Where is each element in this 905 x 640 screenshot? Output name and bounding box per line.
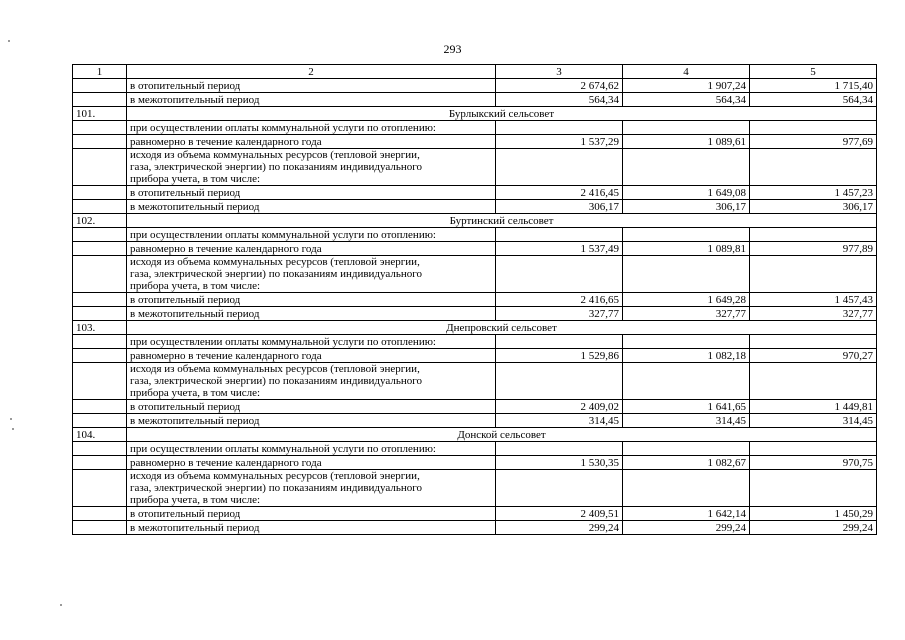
label-cell: в отопительный период [127,507,496,521]
value-cell [623,470,750,507]
label-cell: в отопительный период [127,400,496,414]
value-cell [496,363,623,400]
label-cell: равномерно в течение календарного года [127,242,496,256]
table-row [73,242,877,256]
section-index: 104. [73,428,127,442]
table-row [73,521,877,535]
value-cell [750,149,877,186]
volume-label [127,363,496,400]
index-cell [73,186,127,200]
value-cell: 327,77 [496,307,623,321]
index-cell [73,256,127,293]
volume-label-line: прибора учета, в том числе: [130,173,261,185]
value-cell [750,228,877,242]
index-cell [73,349,127,363]
value-cell: 306,17 [496,200,623,214]
value-cell [623,121,750,135]
table-row [73,400,877,414]
table-row [73,307,877,321]
value-cell: 2 409,02 [496,400,623,414]
table-row [73,228,877,242]
index-cell [73,293,127,307]
value-cell: 1 649,08 [623,186,750,200]
value-cell: 977,89 [750,242,877,256]
index-cell [73,400,127,414]
index-cell [73,93,127,107]
table-row [73,507,877,521]
volume-label [127,470,496,507]
value-cell [496,228,623,242]
value-cell: 1 641,65 [623,400,750,414]
value-cell [623,228,750,242]
section-index: 103. [73,321,127,335]
table-row [73,93,877,107]
index-cell [73,228,127,242]
value-cell: 1 449,81 [750,400,877,414]
value-cell: 299,24 [623,521,750,535]
volume-label [127,149,496,186]
section-row [73,107,877,121]
label-cell: в межотопительный период [127,414,496,428]
value-cell: 1 089,81 [623,242,750,256]
table-row [73,335,877,349]
value-cell: 1 649,28 [623,293,750,307]
volume-label-line: газа, электрической энергии) по показаниям индивидуального [130,161,422,173]
payment-label: при осуществлении оплаты коммунальной услуги по отоплению: [127,335,496,349]
section-index: 102. [73,214,127,228]
index-cell [73,470,127,507]
label-cell: равномерно в течение календарного года [127,135,496,149]
table-row [73,363,877,400]
index-cell [73,149,127,186]
value-cell: 564,34 [496,93,623,107]
value-cell: 1 537,49 [496,242,623,256]
value-cell [496,442,623,456]
value-cell: 2 416,45 [496,186,623,200]
value-cell: 1 082,67 [623,456,750,470]
volume-label-line: прибора учета, в том числе: [130,387,261,399]
value-cell [750,442,877,456]
value-cell: 314,45 [623,414,750,428]
header-cell-3: 3 [496,65,623,79]
scan-speck [10,418,12,420]
index-cell [73,521,127,535]
payment-label: при осуществлении оплаты коммунальной услуги по отоплению: [127,228,496,242]
table-row [73,470,877,507]
volume-label-line: газа, электрической энергии) по показаниям индивидуального [130,268,422,280]
value-cell [496,470,623,507]
value-cell: 1 457,43 [750,293,877,307]
value-cell [750,121,877,135]
index-cell [73,363,127,400]
value-cell: 1 457,23 [750,186,877,200]
volume-label-line: газа, электрической энергии) по показаниям индивидуального [130,375,422,387]
label-cell: в межотопительный период [127,521,496,535]
value-cell: 970,27 [750,349,877,363]
value-cell: 564,34 [750,93,877,107]
index-cell [73,456,127,470]
value-cell: 1 642,14 [623,507,750,521]
index-cell [73,121,127,135]
value-cell: 977,69 [750,135,877,149]
header-cell-1: 1 [73,65,127,79]
section-row [73,428,877,442]
section-row [73,214,877,228]
index-cell [73,507,127,521]
index-cell [73,79,127,93]
index-cell [73,242,127,256]
section-index: 101. [73,107,127,121]
value-cell: 327,77 [623,307,750,321]
value-cell: 1 089,61 [623,135,750,149]
table-row [73,149,877,186]
value-cell: 2 416,65 [496,293,623,307]
index-cell [73,200,127,214]
value-cell: 299,24 [496,521,623,535]
value-cell [623,256,750,293]
label-cell: в межотопительный период [127,93,496,107]
scan-speck [12,428,14,430]
volume-label [127,256,496,293]
index-cell [73,335,127,349]
value-cell: 564,34 [623,93,750,107]
index-cell [73,307,127,321]
value-cell [623,442,750,456]
volume-label-line: исходя из объема коммунальных ресурсов (тепловой энергии, [130,149,420,161]
value-cell [496,121,623,135]
value-cell: 1 082,18 [623,349,750,363]
label-cell: в межотопительный период [127,200,496,214]
table-row [73,349,877,363]
value-cell [623,335,750,349]
header-cell-5: 5 [750,65,877,79]
payment-label: при осуществлении оплаты коммунальной услуги по отоплению: [127,442,496,456]
section-title: Днепровский сельсовет [127,321,877,335]
tariff-table [72,64,877,535]
value-cell [750,256,877,293]
table-row [73,293,877,307]
value-cell [750,335,877,349]
scan-speck [60,604,62,606]
value-cell: 306,17 [750,200,877,214]
table-row [73,414,877,428]
table-row [73,135,877,149]
value-cell: 1 529,86 [496,349,623,363]
volume-label-line: исходя из объема коммунальных ресурсов (тепловой энергии, [130,363,420,375]
value-cell: 1 450,29 [750,507,877,521]
scan-speck [8,40,10,42]
volume-label-line: прибора учета, в том числе: [130,280,261,292]
value-cell: 299,24 [750,521,877,535]
value-cell [750,470,877,507]
label-cell: в отопительный период [127,79,496,93]
header-cell-4: 4 [623,65,750,79]
index-cell [73,414,127,428]
header-cell-2: 2 [127,65,496,79]
label-cell: в межотопительный период [127,307,496,321]
value-cell: 1 530,35 [496,456,623,470]
table-row [73,121,877,135]
section-title: Буртинский сельсовет [127,214,877,228]
table-row [73,200,877,214]
value-cell [623,363,750,400]
value-cell [496,335,623,349]
header-row [73,65,877,79]
value-cell: 314,45 [496,414,623,428]
index-cell [73,442,127,456]
label-cell: равномерно в течение календарного года [127,349,496,363]
value-cell: 1 537,29 [496,135,623,149]
table-row [73,456,877,470]
label-cell: равномерно в течение календарного года [127,456,496,470]
value-cell: 970,75 [750,456,877,470]
table-row [73,256,877,293]
volume-label-line: исходя из объема коммунальных ресурсов (тепловой энергии, [130,256,420,268]
value-cell: 327,77 [750,307,877,321]
value-cell [750,363,877,400]
value-cell: 1 715,40 [750,79,877,93]
section-row [73,321,877,335]
label-cell: в отопительный период [127,293,496,307]
value-cell: 2 674,62 [496,79,623,93]
label-cell: в отопительный период [127,186,496,200]
section-title: Бурлыкский сельсовет [127,107,877,121]
section-title: Донской сельсовет [127,428,877,442]
page-number: 293 [443,42,462,56]
payment-label: при осуществлении оплаты коммунальной услуги по отоплению: [127,121,496,135]
value-cell [496,256,623,293]
value-cell: 306,17 [623,200,750,214]
volume-label-line: прибора учета, в том числе: [130,494,261,506]
value-cell: 2 409,51 [496,507,623,521]
value-cell [496,149,623,186]
volume-label-line: исходя из объема коммунальных ресурсов (тепловой энергии, [130,470,420,482]
table-row [73,442,877,456]
index-cell [73,135,127,149]
table-row [73,186,877,200]
value-cell: 314,45 [750,414,877,428]
table-row [73,79,877,93]
volume-label-line: газа, электрической энергии) по показаниям индивидуального [130,482,422,494]
value-cell: 1 907,24 [623,79,750,93]
value-cell [623,149,750,186]
